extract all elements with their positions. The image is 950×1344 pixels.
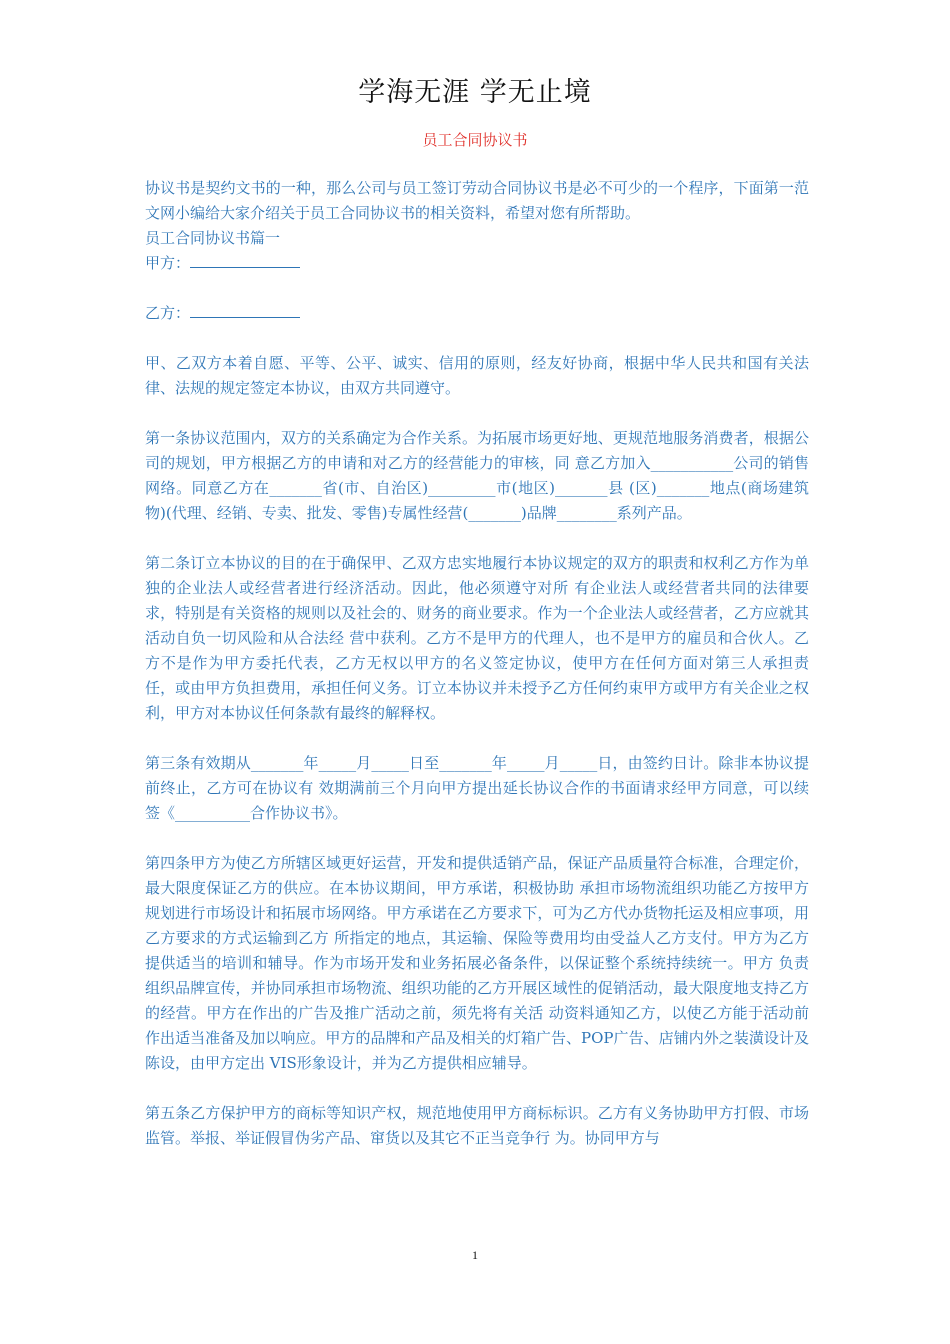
page-number: 1	[472, 1248, 478, 1262]
party-b-blank	[190, 301, 300, 318]
party-a-line	[145, 251, 809, 276]
preamble-paragraph: 甲、乙双方本着自愿、平等、公平、诚实、信用的原则，经友好协商，根据中华人民共和国有关法律、法规的规定签定本协议，由双方共同遵守。	[145, 354, 809, 397]
document-title: 员工合同协议书	[422, 131, 528, 149]
article-3: 第三条有效期从_______年_____月_____日至_______年_____月_____日，由签约日计。除非本协议提前终止，乙方可在协议有 效期满前三个月向甲方提出延长协议合作的书面请求经甲方同意，可以续签《__________合作协议书》。	[145, 754, 809, 822]
party-b-line	[145, 301, 809, 326]
party-a-label: 甲方：	[145, 254, 191, 272]
article-2: 第二条订立本协议的目的在于确保甲、乙双方忠实地履行本协议规定的双方的职责和权利乙方作为单独的企业法人或经营者进行经济活动。因此，他必须遵守对所 有企业法人或经营者共同的法律要求，特别是有关资格的规则以及社会的、财务的商业要求。作为一个企业法人或经营者，乙方应就其活动自负一切风险和从合法经 营中获利。乙方不是甲方的代理人，也不是甲方的雇员和合伙人。乙方不是作为甲方委托代表，乙方无权以甲方的名义签定协议，使甲方在任何方面对第三人承担责 任，或由甲方负担费用，承担任何义务。订立本协议并未授予乙方任何约束甲方或甲方有关企业之权利，甲方对本协议任何条款有最终的解释权。	[145, 554, 809, 722]
article-5: 第五条乙方保护甲方的商标等知识产权，规范地使用甲方商标标识。乙方有义务协助甲方打假、市场监管。举报、举证假冒伪劣产品、窜货以及其它不正当竞争行 为。协同甲方与	[145, 1104, 809, 1147]
party-a-blank	[190, 251, 300, 268]
header-title: 学海无涯 学无止境	[358, 77, 592, 108]
article-1: 第一条协议范围内，双方的关系确定为合作关系。为拓展市场更好地、更规范地服务消费者，根据公司的规划，甲方根据乙方的申请和对乙方的经营能力的审核，同 意乙方加入___________公司的销售网络。同意乙方在_______省(市、自治区)_________市(地区)_______县 (区)_______地点(商场建筑物)(代理、经销、专卖、批发、零售)专属性经营(_______)品牌________系列产品。	[145, 429, 809, 522]
intro-paragraph: 协议书是契约文书的一种，那么公司与员工签订劳动合同协议书是必不可少的一个程序，下面第一范文网小编给大家介绍关于员工合同协议书的相关资料，希望对您有所帮助。	[145, 179, 809, 222]
article-4: 第四条甲方为使乙方所辖区域更好运营，开发和提供适销产品，保证产品质量符合标准，合理定价，最大限度保证乙方的供应。在本协议期间，甲方承诺，积极协助 承担市场物流组织功能乙方按甲方规划进行市场设计和拓展市场网络。甲方承诺在乙方要求下，可为乙方代办货物托运及相应事项，用乙方要求的方式运输到乙方 所指定的地点，其运输、保险等费用均由受益人乙方支付。甲方为乙方提供适当的培训和辅导。作为市场开发和业务拓展必备条件，以保证整个系统持续统一。甲方 负责组织品牌宣传，并协同承担市场物流、组织功能的乙方开展区域性的促销活动，最大限度地支持乙方的经营。甲方在作出的广告及推广活动之前，须先将有关活 动资料通知乙方，以使乙方能于活动前作出适当准备及加以响应。甲方的品牌和产品及相关的灯箱广告、POP广告、店铺内外之装潢设计及陈设，由甲方定出 VIS形象设计，并为乙方提供相应辅导。	[145, 854, 809, 1072]
section-heading: 员工合同协议书篇一	[145, 229, 281, 247]
party-b-label: 乙方：	[145, 304, 191, 322]
document-body	[145, 176, 809, 1151]
